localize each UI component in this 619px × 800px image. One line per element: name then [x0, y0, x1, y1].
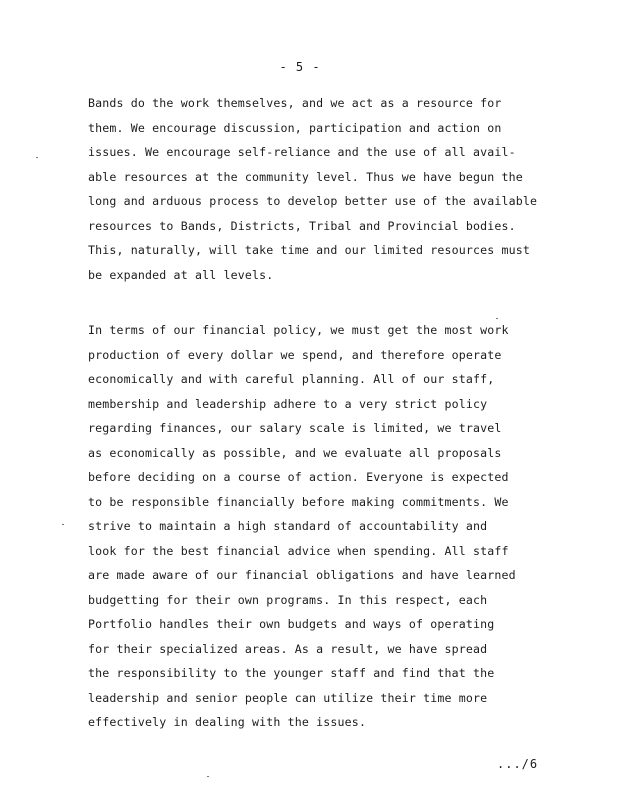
scan-speck: [36, 157, 38, 158]
text-line: economically and with careful planning. All of our staff,: [88, 372, 495, 386]
paragraph-1: [88, 91, 568, 287]
text-line: leadership and senior people can utilize their time more: [88, 690, 488, 705]
text-line: long and arduous process to develop better use of the available: [88, 194, 538, 208]
text-line: the responsibility to the younger staff and find that the: [88, 666, 495, 680]
text-line: This, naturally, will take time and our limited resources must: [88, 243, 531, 257]
text-line: Bands do the work themselves, and we act as a resource for: [88, 96, 502, 110]
text-line: before deciding on a course of action. Everyone is expected: [88, 470, 509, 484]
text-line: them. We encourage discussion, participation and action on: [88, 120, 502, 135]
text-line: strive to maintain a high standard of accountability and: [88, 519, 488, 533]
text-line: issues. We encourage self-reliance and the use of all avail-: [88, 145, 516, 159]
text-line: Portfolio handles their own budgets and ways of operating: [88, 617, 495, 631]
text-line: be expanded at all levels.: [88, 267, 274, 282]
text-line: for their specialized areas. As a result, we have spread: [88, 641, 488, 656]
text-line: effectively in dealing with the issues.: [88, 715, 367, 729]
continued-marker: .../6: [497, 757, 539, 771]
text-line: regarding finances, our salary scale is limited, we travel: [88, 421, 502, 435]
paragraph-2: [88, 318, 568, 735]
text-line: resources to Bands, Districts, Tribal and Provincial bodies.: [88, 218, 516, 233]
text-line: membership and leadership adhere to a very strict policy: [88, 396, 488, 411]
text-line: look for the best financial advice when spending. All staff: [88, 543, 509, 558]
scan-speck: [62, 524, 64, 525]
text-line: to be responsible financially before making commitments. We: [88, 494, 509, 509]
text-line: In terms of our financial policy, we must get the most work: [88, 323, 509, 337]
text-line: budgetting for their own programs. In this respect, each: [88, 592, 488, 607]
text-line: are made aware of our financial obligations and have learned: [88, 568, 516, 582]
text-line: able resources at the community level. Thus we have begun the: [88, 169, 523, 184]
scan-speck: [207, 776, 209, 777]
text-line: as economically as possible, and we evaluate all proposals: [88, 445, 502, 460]
scan-speck: [496, 318, 498, 319]
text-line: production of every dollar we spend, and therefore operate: [88, 347, 502, 362]
page-number: - 5 -: [279, 60, 321, 74]
